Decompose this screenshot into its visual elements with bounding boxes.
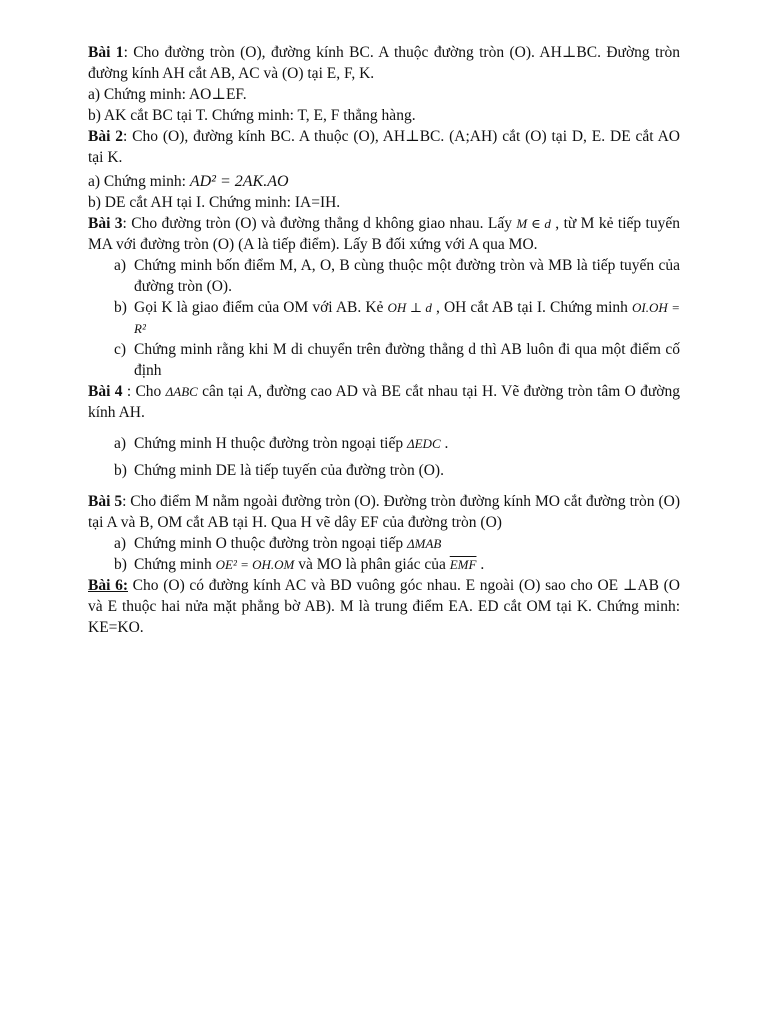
arc-expression: $\overline{EMF}$ (449, 557, 477, 572)
bai2-intro (88, 126, 680, 168)
bai6-text2: AB (O và E thuộc hai nửa mặt phẳng bờ AB). M là trung điểm EA. ED cắt OM tại K. Chứng minh: KE=KO. (88, 577, 680, 636)
list-item-text: Chứng minh bốn điểm M, A, O, B cùng thuộc một đường tròn và MB là tiếp tuyến của đường tròn (O). (134, 257, 680, 295)
bai6-intro (88, 575, 680, 638)
list-item (88, 255, 680, 297)
list-item-label: a) (114, 535, 127, 552)
perp-symbol: ⊥ (622, 577, 638, 594)
list-item-label: b) (114, 462, 127, 479)
bai2-a-math: AD² = 2AK.AO (189, 173, 289, 190)
bai3-math-m-in-d: M ∈ d (516, 216, 551, 231)
bai1-part-b: b) AK cắt BC tại T. Chứng minh: T, E, F thẳng hàng. (88, 107, 416, 124)
list-item-text: Chứng minh H thuộc đường tròn ngoại tiếp (134, 435, 407, 452)
bai1-intro (88, 42, 680, 84)
bai3-intro (88, 213, 680, 255)
bai2-label: Bài 2 (88, 128, 124, 145)
bai1-a-end: EF. (225, 86, 247, 103)
list-item-text: Chứng minh O thuộc đường tròn ngoại tiếp (134, 535, 407, 552)
bai5-text1: : Cho điểm M nằm ngoài đường tròn (O). Đường tròn đường kính MO cắt đường tròn (O) tại A và B, OM cắt AB tại H. Qua H vẽ dây EF của đường tròn (O) (88, 493, 680, 531)
list-item-text: Chứng minh DE là tiếp tuyến của đường tròn (O). (134, 462, 444, 479)
math-expression: OE² = OH.OM (215, 557, 295, 572)
bai4-text2: cân tại A, đường cao AD và BE cắt nhau tại H. Vẽ đường tròn tâm O đường kính AH. (88, 383, 680, 421)
perp-symbol: ⊥ (405, 128, 420, 145)
math-expression: ΔMAB (406, 536, 442, 551)
list-item (88, 533, 680, 554)
bai3-label: Bài 3 (88, 215, 123, 232)
bai5-label: Bài 5 (88, 493, 123, 510)
bai4-label: Bài 4 (88, 383, 123, 400)
list-item-end: . (476, 556, 485, 573)
list-item (88, 297, 680, 339)
math-expression: OH ⊥ d (387, 300, 432, 315)
bai6-label: Bài 6: (88, 577, 128, 594)
math-expression: OI.OH = R² (134, 300, 680, 336)
list-item (88, 460, 680, 481)
bai5-intro (88, 491, 680, 533)
list-item-text: , OH cắt AB tại I. Chứng minh (431, 299, 633, 316)
bai2-a-text: a) Chứng minh: (88, 173, 190, 190)
perp-symbol: ⊥ (561, 44, 577, 61)
bai2-text2: BC. (A;AH) cắt (O) tại D, E. DE cắt AO tại K. (88, 128, 680, 166)
document-page (88, 42, 680, 638)
list-item (88, 433, 680, 454)
list-item (88, 554, 680, 575)
list-item-label: b) (114, 556, 127, 573)
list-item-text: Gọi K là giao điểm của OM với AB. Kẻ (134, 299, 388, 316)
bai2-text1: : Cho (O), đường kính BC. A thuộc (O), AH (123, 128, 406, 145)
bai1-text1: : Cho đường tròn (O), đường kính BC. A thuộc đường tròn (O). AH (123, 44, 562, 61)
math-expression: ΔABC (165, 384, 198, 399)
bai3-text1: : Cho đường tròn (O) và đường thẳng d không giao nhau. Lấy (122, 215, 517, 232)
list-item-label: a) (114, 257, 127, 274)
list-item-text: và MO là phân giác của (294, 556, 450, 573)
list-item-label: c) (114, 341, 127, 358)
bai6-text1: Cho (O) có đường kính AC và BD vuông góc nhau. E ngoài (O) sao cho OE (128, 577, 623, 594)
bai1-label: Bài 1 (88, 44, 124, 61)
perp-symbol: ⊥ (211, 86, 226, 103)
list-item-label: a) (114, 435, 127, 452)
list-item-text: Chứng minh (134, 556, 216, 573)
bai3-text2: , từ M kẻ tiếp tuyến MA với đường tròn (O) (A là tiếp điểm). Lấy B đối xứng với A qua MO. (88, 215, 680, 253)
bai2-part-a (88, 171, 680, 192)
list-item (88, 339, 680, 381)
bai1-part-a (88, 84, 680, 105)
list-item-label: b) (114, 299, 127, 316)
list-item-text: Chứng minh rằng khi M di chuyển trên đường thẳng d thì AB luôn đi qua một điểm cố định (134, 341, 680, 379)
math-expression: ΔEDC (406, 436, 441, 451)
bai1-a-text: a) Chứng minh: AO (88, 86, 212, 103)
bai4-intro (88, 381, 680, 423)
bai4-text1: : Cho (122, 383, 166, 400)
bai2-part-b: b) DE cắt AH tại I. Chứng minh: IA=IH. (88, 194, 341, 211)
list-item-end: . (440, 435, 449, 452)
bai1-text2: BC. Đường tròn đường kính AH cắt AB, AC và (O) tại E, F, K. (88, 44, 681, 82)
